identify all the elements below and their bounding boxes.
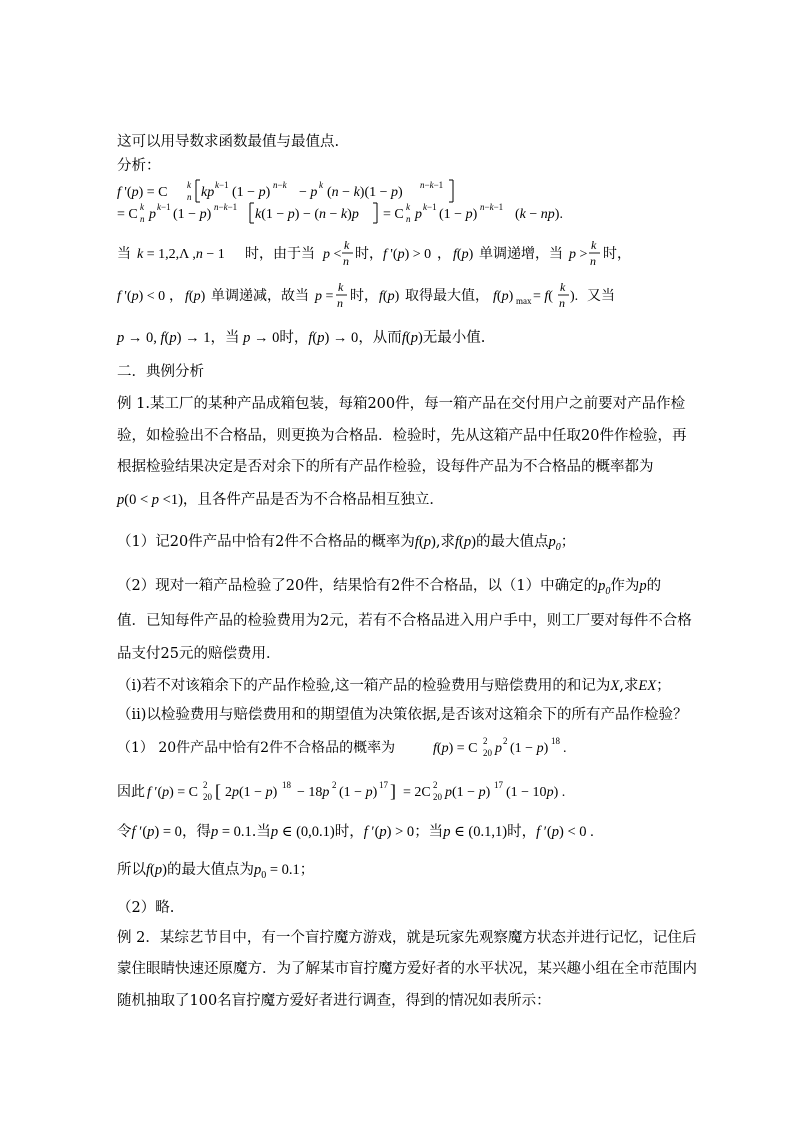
text-line: 分析： <box>117 158 161 174</box>
svg-text:单调递减，故当: 单调递减，故当 <box>211 288 309 304</box>
text-line: （2）略. <box>117 900 175 916</box>
text-line: 值．已知每件产品的检验费用为2元，若有不合格品进入用户手中，则工厂要对每件不合格 <box>117 613 692 629</box>
svg-text:f '(p) = C: f '(p) = C <box>117 185 168 200</box>
svg-text:n−k: n−k <box>273 180 287 190</box>
text-line: 例 1.某工厂的某种产品成箱包装，每箱200件，每一箱产品在交付用户之前要对产品作检 <box>117 396 686 412</box>
svg-text:单调递增，当: 单调递增，当 <box>479 246 563 262</box>
svg-text:n: n <box>337 296 343 310</box>
svg-text:（1） 20件产品中恰有2件不合格品的概率为: （1） 20件产品中恰有2件不合格品的概率为 <box>117 740 396 756</box>
svg-text:，: ， <box>437 246 451 262</box>
svg-text:时，由于当: 时，由于当 <box>245 246 315 262</box>
svg-text:f(p): f(p) <box>453 247 474 262</box>
text-line: 这可以用导数求函数最值与最值点. <box>117 134 340 150</box>
svg-text:max: max <box>516 296 532 306</box>
svg-text:k = 1,2,Λ ,n − 1: k = 1,2,Λ ,n − 1 <box>137 247 225 262</box>
svg-text:f ′(p) = C: f ′(p) = C <box>147 785 199 800</box>
svg-text:k: k <box>560 280 566 294</box>
svg-text:k: k <box>187 180 191 190</box>
text-line: p(0 < p <1)，且各件产品是否为不合格品相互独立． <box>117 492 444 508</box>
section-heading: 二．典例分析 <box>117 364 204 380</box>
svg-text:k: k <box>140 202 144 212</box>
svg-text:= C: = C <box>117 207 138 222</box>
svg-text:p: p <box>415 207 422 222</box>
question-2: （2）现对一箱产品检验了20件，结果恰有2件不合格品，以（1）中确定的$p_0$作为p的 <box>117 578 662 597</box>
text-line: 品支付25元的赔偿费用． <box>117 646 281 662</box>
svg-text:(1 − p): (1 − p) <box>232 185 271 200</box>
svg-text:f(p) = C: f(p) = C <box>433 741 478 756</box>
text-line: p → 0, f(p) → 1，当 p → 0时，f(p) → 0，从而f(p)无最小值. <box>117 330 486 346</box>
text-line: 所以f(p)的最大值点为$p_0 = 0.1$； <box>117 862 315 881</box>
svg-text:2: 2 <box>433 780 438 790</box>
text-line: 随机抽取了100名盲拧魔方爱好者进行调查，得到的情况如表所示： <box>117 993 551 1009</box>
svg-text:k: k <box>319 180 323 190</box>
svg-text:k−1: k−1 <box>423 202 437 212</box>
svg-text:).: ). <box>570 289 579 304</box>
svg-text:p <: p < <box>323 247 342 262</box>
svg-text:p(1 − p): p(1 − p) <box>445 785 491 800</box>
svg-text:时，: 时， <box>355 246 383 262</box>
svg-text:(1 − p): (1 − p) <box>510 741 549 756</box>
svg-text:k−1: k−1 <box>215 180 229 190</box>
svg-text:f '(p) > 0: f '(p) > 0 <box>383 247 432 262</box>
svg-text:]: ] <box>390 781 396 801</box>
question-2-i: （i)若不对该箱余下的产品作检验,这一箱产品的检验费用与赔偿费用的和记为X,求EX； <box>117 678 671 694</box>
svg-text:k: k <box>344 238 350 252</box>
svg-text:(1 − p): (1 − p) <box>439 207 478 222</box>
question-2-ii: （ii)以检验费用与赔偿费用和的期望值为决策依据,是否该对这箱余下的所有产品作检验？ <box>117 707 688 723</box>
text-line: 验，如检验出不合格品，则更换为合格品．检验时，先从这箱产品中任取20件作检验，再 <box>117 428 687 444</box>
svg-text:n: n <box>140 214 145 224</box>
text-line: 根据检验结果决定是否对余下的所有产品作检验，设每件产品为不合格品的概率都为 <box>117 459 654 475</box>
svg-text:n: n <box>559 296 565 310</box>
svg-text:2: 2 <box>483 736 488 746</box>
svg-text:(1 − p): (1 − p) <box>339 785 378 800</box>
formula-probability <box>117 732 682 760</box>
svg-text:2: 2 <box>332 780 337 790</box>
svg-text:17: 17 <box>494 780 503 790</box>
svg-text:k−1: k−1 <box>157 202 171 212</box>
svg-text:又当: 又当 <box>587 288 615 304</box>
svg-text:时，: 时， <box>603 246 631 262</box>
svg-text:n−k−1: n−k−1 <box>420 180 444 190</box>
text-line: 例 2．某综艺节目中，有一个盲拧魔方游戏，就是玩家先观察魔方状态并进行记忆，记住后 <box>117 930 697 946</box>
svg-text:n−k−1: n−k−1 <box>480 202 504 212</box>
svg-text:− p: − p <box>299 185 318 200</box>
svg-text:，: ， <box>169 288 183 304</box>
svg-text:n: n <box>406 214 411 224</box>
svg-text:p: p <box>495 741 502 756</box>
svg-text:n−k−1: n−k−1 <box>214 202 238 212</box>
svg-text:f(p): f(p) <box>185 289 206 304</box>
svg-text:当: 当 <box>117 246 131 262</box>
svg-text:20: 20 <box>433 792 442 802</box>
svg-text:n: n <box>590 254 596 268</box>
svg-text:kp: kp <box>201 185 215 200</box>
svg-text:2: 2 <box>203 780 208 790</box>
svg-text:n: n <box>343 254 349 268</box>
svg-text:20: 20 <box>203 792 212 802</box>
svg-text:f '(p) < 0: f '(p) < 0 <box>117 289 166 304</box>
svg-text:18: 18 <box>551 736 560 746</box>
formula-derivative-3 <box>117 776 682 806</box>
svg-text:= C: = C <box>383 207 404 222</box>
svg-text:p >: p > <box>569 247 588 262</box>
svg-text:时，: 时， <box>350 288 378 304</box>
text-line <box>117 238 682 274</box>
text-line <box>117 280 682 316</box>
text-line: 令f ′(p) = 0，得p = 0.1.当p ∈ (0,0.1)时，f ′(p) > 0；当p ∈ (0.1,1)时，f ′(p) < 0 . <box>117 824 594 840</box>
svg-text:17: 17 <box>379 780 388 790</box>
svg-text:18: 18 <box>282 780 291 790</box>
svg-text:k: k <box>406 202 410 212</box>
svg-text:(1 − p): (1 − p) <box>173 207 212 222</box>
svg-text:− 18p: − 18p <box>297 785 330 800</box>
svg-text:k: k <box>338 280 344 294</box>
svg-text:(k − np).: (k − np). <box>515 207 563 222</box>
svg-text:2p(1 − p): 2p(1 − p) <box>225 785 278 800</box>
svg-text:.: . <box>563 741 567 756</box>
formula-derivative-2 <box>117 200 677 226</box>
svg-text:p: p <box>149 207 156 222</box>
svg-text:k: k <box>591 238 597 252</box>
svg-text:取得最大值，: 取得最大值， <box>405 288 489 304</box>
svg-text:= 2C: = 2C <box>403 785 431 800</box>
svg-text:20: 20 <box>483 748 492 758</box>
question-1: （1）记20件产品中恰有2件不合格品的概率为f(p),求f(p)的最大值点$p_0$； <box>117 534 576 553</box>
svg-text:(n − k)(1 − p): (n − k)(1 − p) <box>327 185 403 200</box>
svg-text:(1 − 10p) .: (1 − 10p) . <box>506 785 566 800</box>
svg-text:2: 2 <box>503 736 508 746</box>
svg-text:f(p): f(p) <box>493 289 514 304</box>
svg-text:k(1 − p) − (n − k)p: k(1 − p) − (n − k)p <box>255 207 359 222</box>
svg-text:因此: 因此 <box>117 784 145 800</box>
svg-text:f(p): f(p) <box>379 289 400 304</box>
svg-text:p =: p = <box>315 289 334 304</box>
svg-text:= f(: = f( <box>533 289 553 304</box>
svg-text:n: n <box>187 192 192 202</box>
svg-text:[: [ <box>215 781 221 801</box>
text-line: 蒙住眼睛快速还原魔方．为了解某市盲拧魔方爱好者的水平状况，某兴趣小组在全市范围内 <box>117 961 697 977</box>
